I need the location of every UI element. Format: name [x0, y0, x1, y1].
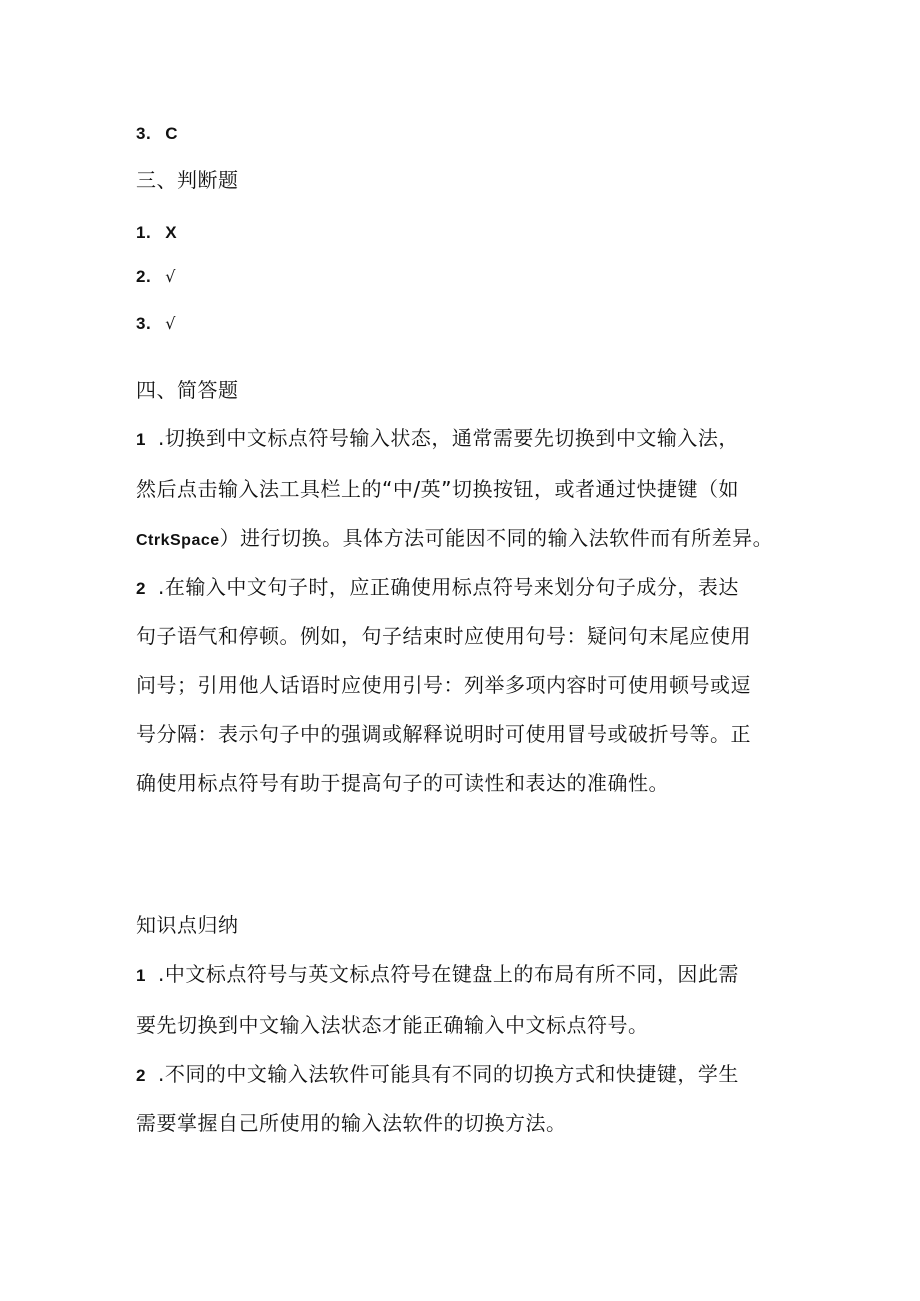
item-number: 2 — [136, 1066, 146, 1085]
item-number: 1 — [136, 430, 146, 449]
short-answer-2-line-1 — [136, 574, 739, 602]
section-heading-judge: 三、判断题 — [136, 168, 239, 192]
section-heading-short-answer: 四、简答题 — [136, 378, 239, 402]
item-answer: X — [165, 223, 178, 242]
paragraph-text: .切换到中文标点符号输入状态，通常需要先切换到中文输入法， — [157, 426, 739, 450]
paragraph-text: .在输入中文句子时，应正确使用标点符号来划分句子成分，表达 — [157, 575, 739, 599]
item-answer: C — [165, 124, 178, 143]
judge-answer-1 — [136, 218, 177, 246]
section-heading-summary: 知识点归纳 — [136, 913, 239, 937]
judge-answer-2 — [136, 262, 176, 290]
shortcut-key-text: CtrkSpace — [136, 532, 220, 549]
paragraph-text: ）进行切换。具体方法可能因不同的输入法软件而有所差异。 — [219, 526, 774, 550]
item-answer: √ — [165, 267, 176, 286]
short-answer-1-line-2: 然后点击输入法工具栏上的“中/英”切换按钮，或者通过快捷键（如 — [136, 477, 739, 501]
summary-point-2-line-1 — [136, 1061, 739, 1089]
item-number: 2. — [136, 267, 152, 286]
item-number: 1. — [136, 223, 152, 242]
item-number: 3. — [136, 314, 152, 333]
short-answer-1-line-1 — [136, 425, 739, 453]
short-answer-2-line-3: 问号；引用他人话语时应使用引号：列举多项内容时可使用顿号或逗 — [136, 673, 751, 697]
short-answer-2-line-5: 确使用标点符号有助于提高句子的可读性和表达的准确性。 — [136, 771, 669, 795]
summary-point-1-line-1 — [136, 961, 739, 989]
short-answer-2-line-4: 号分隔：表示句子中的强调或解释说明时可使用冒号或破折号等。正 — [136, 722, 751, 746]
summary-point-1-line-2: 要先切换到中文输入法状态才能正确输入中文标点符号。 — [136, 1013, 649, 1037]
item-number: 2 — [136, 579, 146, 598]
short-answer-1-line-3 — [136, 525, 773, 554]
choice-answer-3 — [136, 119, 178, 147]
item-number: 3. — [136, 124, 152, 143]
summary-point-2-line-2: 需要掌握自己所使用的输入法软件的切换方法。 — [136, 1111, 567, 1135]
item-answer: √ — [165, 314, 176, 333]
item-number: 1 — [136, 966, 146, 985]
paragraph-text: .不同的中文输入法软件可能具有不同的切换方式和快捷键，学生 — [157, 1062, 739, 1086]
judge-answer-3 — [136, 309, 176, 337]
paragraph-text: .中文标点符号与英文标点符号在键盘上的布局有所不同，因此需 — [157, 962, 739, 986]
short-answer-2-line-2: 句子语气和停顿。例如，句子结束时应使用句号：疑问句末尾应使用 — [136, 624, 751, 648]
